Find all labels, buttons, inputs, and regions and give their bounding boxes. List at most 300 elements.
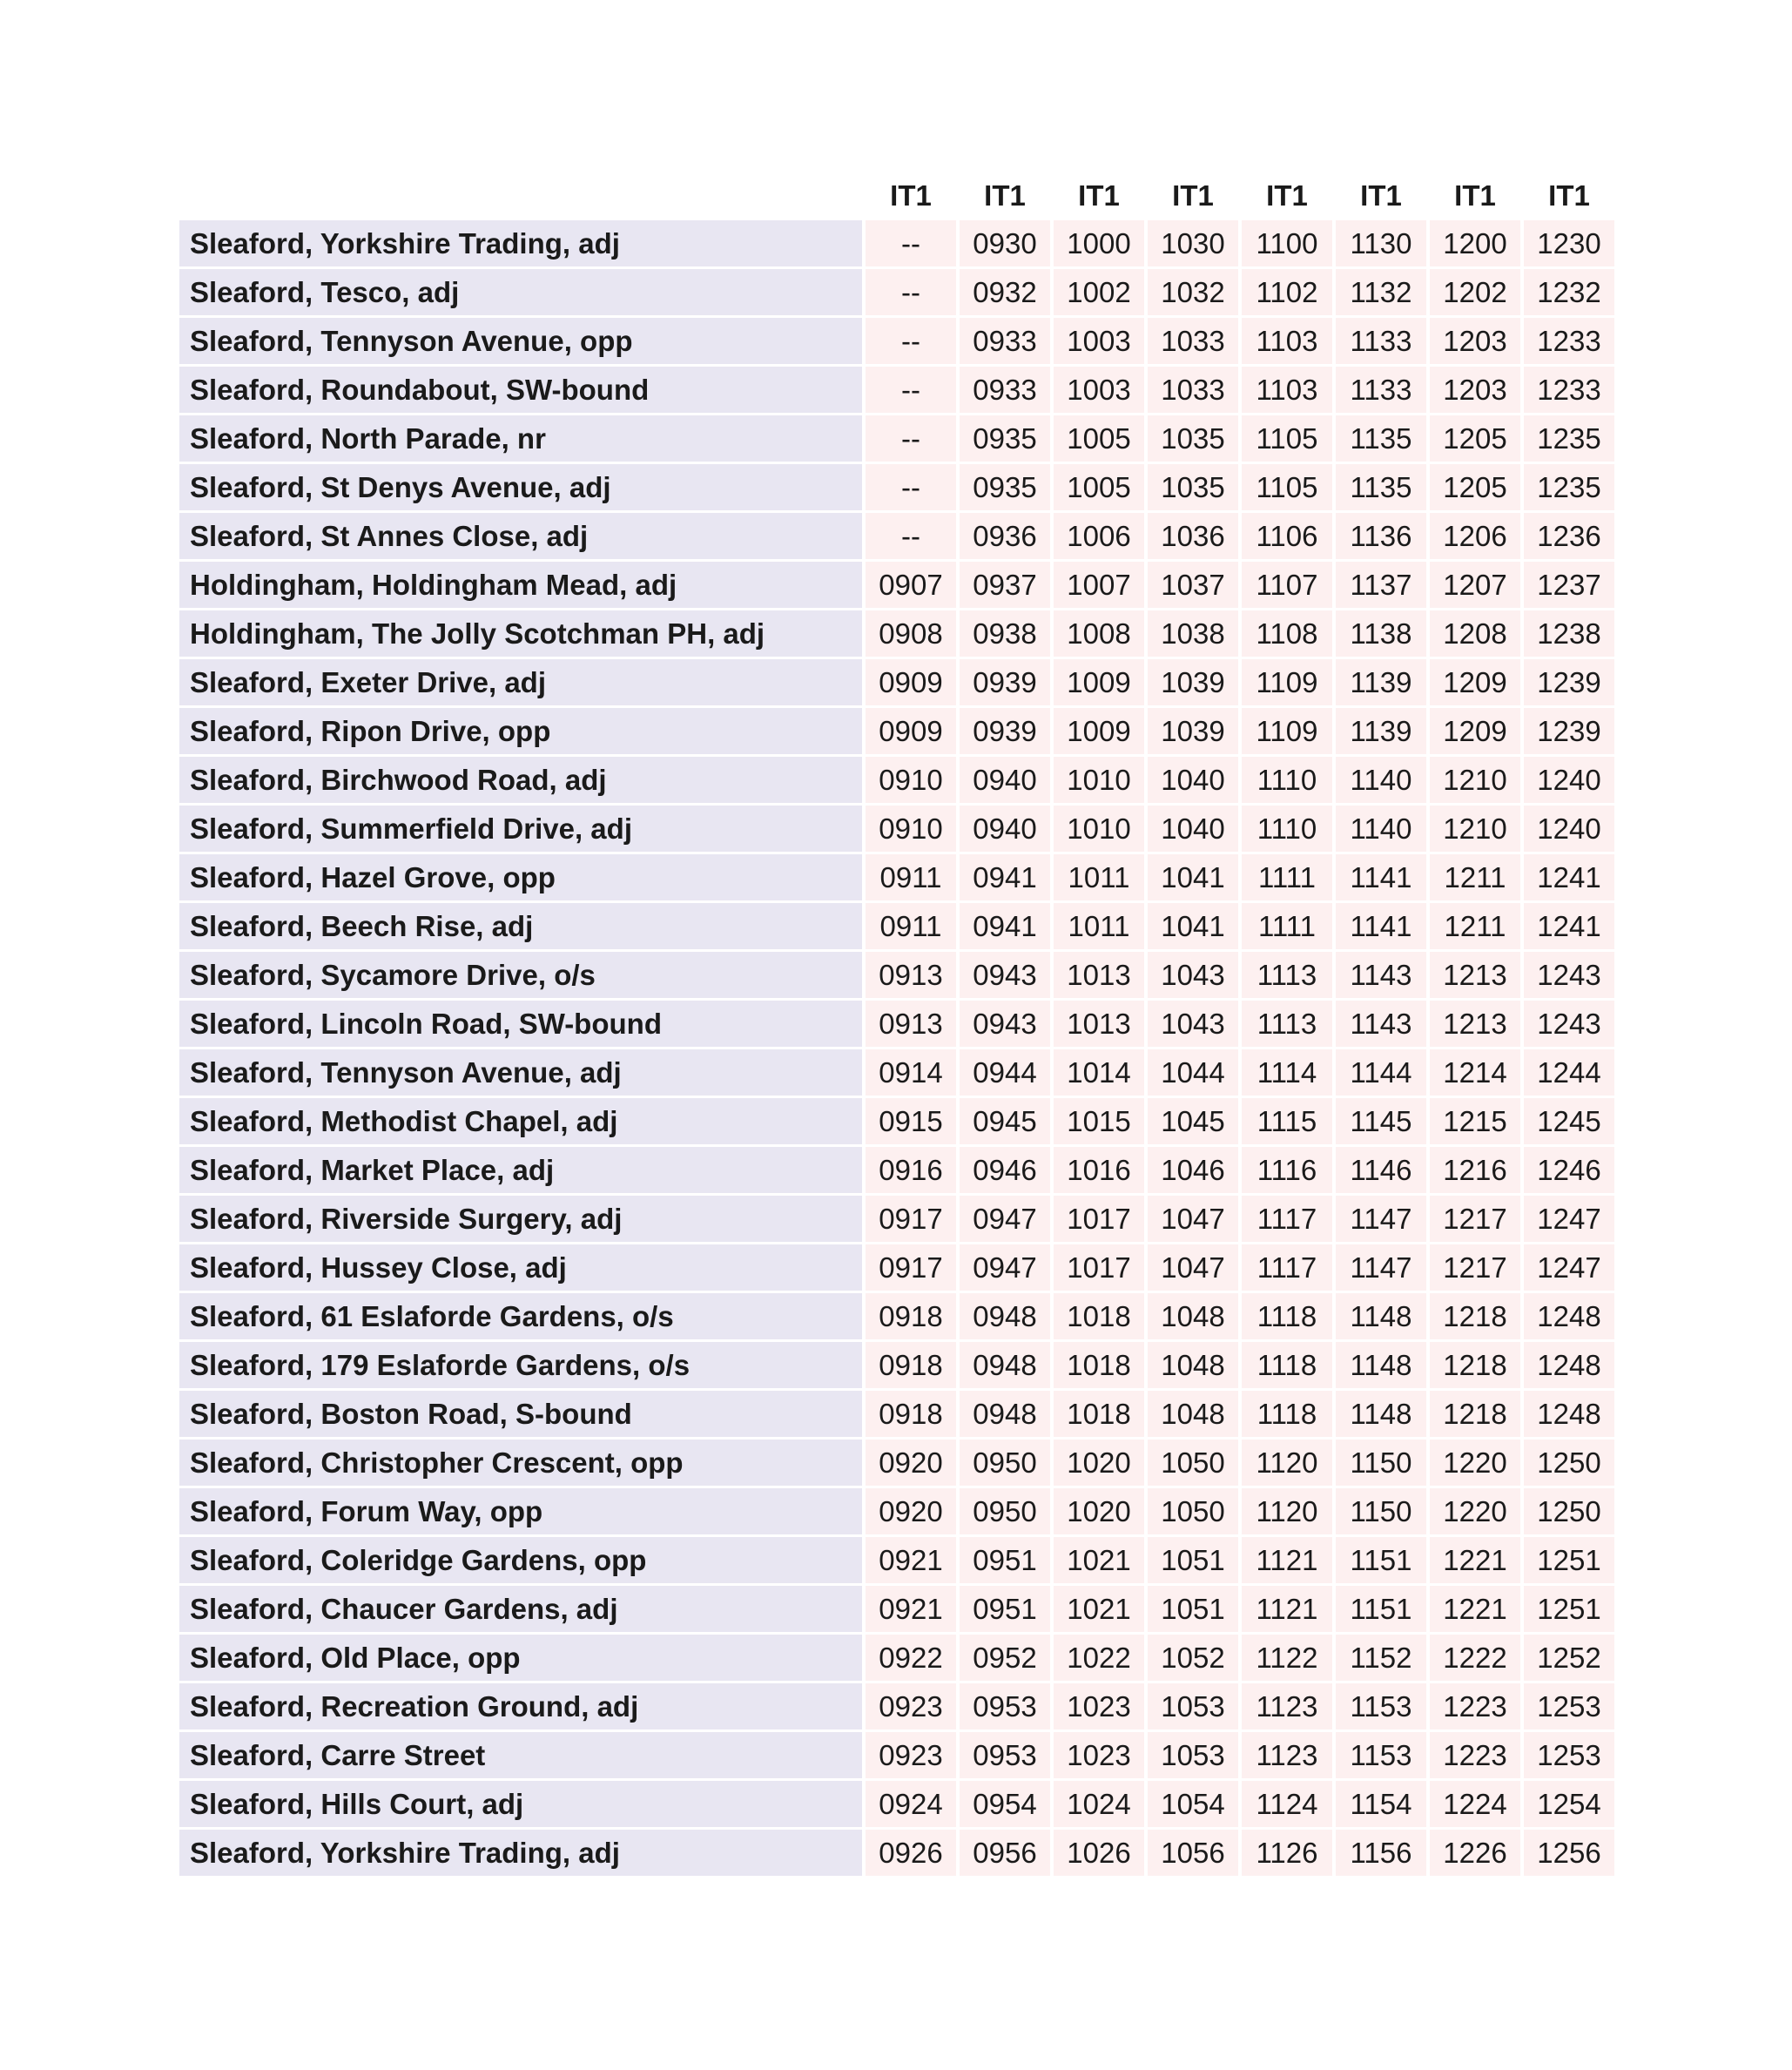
departure-time: 1010	[1054, 757, 1144, 803]
departure-time: 1214	[1430, 1049, 1520, 1096]
departure-time: 0915	[866, 1098, 956, 1144]
departure-time: 0938	[960, 610, 1050, 657]
departure-time: 1036	[1148, 513, 1238, 559]
stop-name: Sleaford, Coleridge Gardens, opp	[179, 1537, 862, 1583]
departure-time: 1020	[1054, 1440, 1144, 1486]
departure-time: 1021	[1054, 1586, 1144, 1632]
departure-time: 0924	[866, 1781, 956, 1827]
departure-time: 1126	[1242, 1830, 1332, 1876]
table-row	[179, 952, 1614, 998]
departure-time: 0948	[960, 1342, 1050, 1388]
table-row	[179, 367, 1614, 413]
departure-time: 0923	[866, 1732, 956, 1778]
departure-time: 0917	[866, 1196, 956, 1242]
departure-time: 1233	[1524, 318, 1614, 364]
departure-time: 0933	[960, 318, 1050, 364]
departure-time: 0911	[866, 903, 956, 949]
departure-time: 1013	[1054, 1001, 1144, 1047]
departure-time: 1105	[1242, 415, 1332, 462]
stop-name: Sleaford, Roundabout, SW-bound	[179, 367, 862, 413]
departure-time: 1118	[1242, 1342, 1332, 1388]
departure-time: 1213	[1430, 952, 1520, 998]
departure-time: 1146	[1336, 1147, 1426, 1193]
departure-time: 1143	[1336, 1001, 1426, 1047]
departure-time: 1217	[1430, 1244, 1520, 1291]
departure-time: 1020	[1054, 1488, 1144, 1534]
stop-name: Sleaford, St Annes Close, adj	[179, 513, 862, 559]
departure-time: 1139	[1336, 659, 1426, 705]
departure-time: 1023	[1054, 1683, 1144, 1729]
departure-time: 1040	[1148, 806, 1238, 852]
departure-time: 0935	[960, 415, 1050, 462]
departure-time: 0952	[960, 1635, 1050, 1681]
table-row	[179, 1098, 1614, 1144]
departure-time: 0920	[866, 1440, 956, 1486]
departure-time: 0945	[960, 1098, 1050, 1144]
departure-time: 1015	[1054, 1098, 1144, 1144]
departure-time: 1154	[1336, 1781, 1426, 1827]
departure-time: 1000	[1054, 220, 1144, 266]
departure-time: --	[866, 415, 956, 462]
table-row	[179, 220, 1614, 266]
departure-time: 1140	[1336, 757, 1426, 803]
departure-time: 1038	[1148, 610, 1238, 657]
timetable-header	[179, 174, 1614, 218]
departure-time: 1220	[1430, 1440, 1520, 1486]
departure-time: 1048	[1148, 1342, 1238, 1388]
departure-time: 1240	[1524, 757, 1614, 803]
departure-time: 1107	[1242, 562, 1332, 608]
departure-time: 1222	[1430, 1635, 1520, 1681]
departure-time: 1047	[1148, 1244, 1238, 1291]
stop-name: Holdingham, Holdingham Mead, adj	[179, 562, 862, 608]
stop-name: Sleaford, Yorkshire Trading, adj	[179, 1830, 862, 1876]
departure-time: 1051	[1148, 1586, 1238, 1632]
departure-time: 0918	[866, 1293, 956, 1339]
departure-time: 1210	[1430, 757, 1520, 803]
departure-time: 1032	[1148, 269, 1238, 315]
departure-time: 1200	[1430, 220, 1520, 266]
departure-time: 1009	[1054, 659, 1144, 705]
departure-time: 0909	[866, 708, 956, 754]
departure-time: 1133	[1336, 367, 1426, 413]
service-header: IT1	[984, 179, 1026, 212]
departure-time: 1207	[1430, 562, 1520, 608]
departure-time: 0909	[866, 659, 956, 705]
table-row	[179, 1586, 1614, 1632]
departure-time: 0953	[960, 1732, 1050, 1778]
departure-time: 1148	[1336, 1293, 1426, 1339]
departure-time: --	[866, 269, 956, 315]
departure-time: 1021	[1054, 1537, 1144, 1583]
departure-time: 0941	[960, 903, 1050, 949]
stop-name: Sleaford, Christopher Crescent, opp	[179, 1440, 862, 1486]
departure-time: 0917	[866, 1244, 956, 1291]
departure-time: 1233	[1524, 367, 1614, 413]
departure-time: 1117	[1242, 1244, 1332, 1291]
departure-time: 1003	[1054, 367, 1144, 413]
departure-time: 1017	[1054, 1196, 1144, 1242]
departure-time: 1006	[1054, 513, 1144, 559]
departure-time: --	[866, 513, 956, 559]
stop-name: Sleaford, Tennyson Avenue, adj	[179, 1049, 862, 1096]
departure-time: 1251	[1524, 1586, 1614, 1632]
table-row	[179, 1781, 1614, 1827]
departure-time: 1213	[1430, 1001, 1520, 1047]
departure-time: 0946	[960, 1147, 1050, 1193]
table-row	[179, 1732, 1614, 1778]
departure-time: 1226	[1430, 1830, 1520, 1876]
departure-time: 1130	[1336, 220, 1426, 266]
departure-time: 1211	[1430, 903, 1520, 949]
departure-time: 1024	[1054, 1781, 1144, 1827]
departure-time: 1005	[1054, 415, 1144, 462]
departure-time: 1253	[1524, 1683, 1614, 1729]
departure-time: 1153	[1336, 1683, 1426, 1729]
departure-time: 0921	[866, 1586, 956, 1632]
departure-time: 1137	[1336, 562, 1426, 608]
departure-time: 1237	[1524, 562, 1614, 608]
departure-time: --	[866, 318, 956, 364]
departure-time: 1114	[1242, 1049, 1332, 1096]
departure-time: 1044	[1148, 1049, 1238, 1096]
departure-time: 0935	[960, 464, 1050, 510]
departure-time: 1246	[1524, 1147, 1614, 1193]
departure-time: 0950	[960, 1440, 1050, 1486]
departure-time: 1105	[1242, 464, 1332, 510]
stop-name: Sleaford, Riverside Surgery, adj	[179, 1196, 862, 1242]
departure-time: 0953	[960, 1683, 1050, 1729]
stop-column-header	[179, 174, 862, 218]
departure-time: 1046	[1148, 1147, 1238, 1193]
table-row	[179, 1683, 1614, 1729]
departure-time: 1043	[1148, 1001, 1238, 1047]
departure-time: 1135	[1336, 415, 1426, 462]
departure-time: 0923	[866, 1683, 956, 1729]
departure-time: 1250	[1524, 1440, 1614, 1486]
departure-time: 1202	[1430, 269, 1520, 315]
departure-time: 0937	[960, 562, 1050, 608]
table-row	[179, 708, 1614, 754]
departure-time: 1218	[1430, 1391, 1520, 1437]
departure-time: 1238	[1524, 610, 1614, 657]
departure-time: 1109	[1242, 708, 1332, 754]
departure-time: 1051	[1148, 1537, 1238, 1583]
stop-name: Sleaford, Tesco, adj	[179, 269, 862, 315]
stop-name: Sleaford, Lincoln Road, SW-bound	[179, 1001, 862, 1047]
service-header: IT1	[1360, 179, 1402, 212]
departure-time: 0951	[960, 1537, 1050, 1583]
departure-time: 1039	[1148, 659, 1238, 705]
departure-time: 1023	[1054, 1732, 1144, 1778]
departure-time: 1118	[1242, 1391, 1332, 1437]
service-header: IT1	[890, 179, 932, 212]
departure-time: 0941	[960, 854, 1050, 900]
departure-time: 1209	[1430, 659, 1520, 705]
departure-time: 1103	[1242, 318, 1332, 364]
table-row	[179, 464, 1614, 510]
departure-time: 0910	[866, 806, 956, 852]
table-row	[179, 415, 1614, 462]
table-row	[179, 318, 1614, 364]
departure-time: 1056	[1148, 1830, 1238, 1876]
departure-time: 1232	[1524, 269, 1614, 315]
departure-time: --	[866, 220, 956, 266]
departure-time: 1109	[1242, 659, 1332, 705]
stop-name: Sleaford, Methodist Chapel, adj	[179, 1098, 862, 1144]
stop-name: Sleaford, Carre Street	[179, 1732, 862, 1778]
departure-time: 1103	[1242, 367, 1332, 413]
departure-time: 1033	[1148, 318, 1238, 364]
timetable-body	[179, 220, 1614, 1876]
departure-time: 1111	[1242, 903, 1332, 949]
departure-time: 1244	[1524, 1049, 1614, 1096]
departure-time: 1037	[1148, 562, 1238, 608]
departure-time: 1148	[1336, 1342, 1426, 1388]
departure-time: 0913	[866, 952, 956, 998]
stop-name: Sleaford, Chaucer Gardens, adj	[179, 1586, 862, 1632]
departure-time: 1143	[1336, 952, 1426, 998]
departure-time: 1254	[1524, 1781, 1614, 1827]
stop-name: Sleaford, Boston Road, S-bound	[179, 1391, 862, 1437]
header-row	[179, 174, 1614, 218]
stop-name: Sleaford, St Denys Avenue, adj	[179, 464, 862, 510]
departure-time: 1245	[1524, 1098, 1614, 1144]
departure-time: 1240	[1524, 806, 1614, 852]
departure-time: 1116	[1242, 1147, 1332, 1193]
departure-time: 1113	[1242, 952, 1332, 998]
service-header: IT1	[1078, 179, 1120, 212]
departure-time: 1241	[1524, 854, 1614, 900]
departure-time: 1007	[1054, 562, 1144, 608]
departure-time: 1138	[1336, 610, 1426, 657]
departure-time: 1110	[1242, 806, 1332, 852]
table-row	[179, 1147, 1614, 1193]
table-row	[179, 1391, 1614, 1437]
departure-time: 0951	[960, 1586, 1050, 1632]
departure-time: 0908	[866, 610, 956, 657]
stop-name: Sleaford, 61 Eslaforde Gardens, o/s	[179, 1293, 862, 1339]
departure-time: 1221	[1430, 1537, 1520, 1583]
departure-time: 1115	[1242, 1098, 1332, 1144]
departure-time: 1141	[1336, 854, 1426, 900]
departure-time: 1050	[1148, 1440, 1238, 1486]
departure-time: 0954	[960, 1781, 1050, 1827]
departure-time: 1113	[1242, 1001, 1332, 1047]
departure-time: 1152	[1336, 1635, 1426, 1681]
departure-time: 1230	[1524, 220, 1614, 266]
departure-time: 0913	[866, 1001, 956, 1047]
departure-time: 1135	[1336, 464, 1426, 510]
departure-time: 0910	[866, 757, 956, 803]
table-row	[179, 1049, 1614, 1096]
departure-time: 1235	[1524, 415, 1614, 462]
departure-time: --	[866, 367, 956, 413]
departure-time: 1010	[1054, 806, 1144, 852]
departure-time: 1048	[1148, 1391, 1238, 1437]
departure-time: 1216	[1430, 1147, 1520, 1193]
departure-time: 1140	[1336, 806, 1426, 852]
stop-name: Sleaford, Ripon Drive, opp	[179, 708, 862, 754]
departure-time: 1150	[1336, 1440, 1426, 1486]
table-row	[179, 903, 1614, 949]
departure-time: 1248	[1524, 1391, 1614, 1437]
departure-time: 1110	[1242, 757, 1332, 803]
departure-time: 1236	[1524, 513, 1614, 559]
departure-time: 1132	[1336, 269, 1426, 315]
stop-name: Sleaford, Market Place, adj	[179, 1147, 862, 1193]
stop-name: Sleaford, Recreation Ground, adj	[179, 1683, 862, 1729]
stop-name: Sleaford, Hazel Grove, opp	[179, 854, 862, 900]
table-row	[179, 1244, 1614, 1291]
departure-time: 1223	[1430, 1683, 1520, 1729]
departure-time: 1239	[1524, 708, 1614, 754]
departure-time: 1218	[1430, 1342, 1520, 1388]
departure-time: 1151	[1336, 1537, 1426, 1583]
departure-time: 1121	[1242, 1586, 1332, 1632]
departure-time: 1224	[1430, 1781, 1520, 1827]
departure-time: --	[866, 464, 956, 510]
departure-time: 1221	[1430, 1586, 1520, 1632]
departure-time: 0916	[866, 1147, 956, 1193]
departure-time: 1252	[1524, 1635, 1614, 1681]
departure-time: 1039	[1148, 708, 1238, 754]
departure-time: 1123	[1242, 1683, 1332, 1729]
departure-time: 1248	[1524, 1293, 1614, 1339]
departure-time: 1122	[1242, 1635, 1332, 1681]
departure-time: 1256	[1524, 1830, 1614, 1876]
departure-time: 1048	[1148, 1293, 1238, 1339]
departure-time: 1223	[1430, 1732, 1520, 1778]
departure-time: 0936	[960, 513, 1050, 559]
departure-time: 1141	[1336, 903, 1426, 949]
departure-time: 0914	[866, 1049, 956, 1096]
departure-time: 0921	[866, 1537, 956, 1583]
table-row	[179, 1342, 1614, 1388]
departure-time: 1009	[1054, 708, 1144, 754]
table-row	[179, 1196, 1614, 1242]
departure-time: 0907	[866, 562, 956, 608]
stop-name: Holdingham, The Jolly Scotchman PH, adj	[179, 610, 862, 657]
departure-time: 0922	[866, 1635, 956, 1681]
departure-time: 1247	[1524, 1196, 1614, 1242]
departure-time: 0918	[866, 1391, 956, 1437]
departure-time: 1002	[1054, 269, 1144, 315]
table-row	[179, 854, 1614, 900]
departure-time: 1145	[1336, 1098, 1426, 1144]
departure-time: 0940	[960, 757, 1050, 803]
departure-time: 1035	[1148, 464, 1238, 510]
departure-time: 0950	[960, 1488, 1050, 1534]
departure-time: 1123	[1242, 1732, 1332, 1778]
table-row	[179, 1001, 1614, 1047]
departure-time: 1018	[1054, 1391, 1144, 1437]
departure-time: 1022	[1054, 1635, 1144, 1681]
service-header: IT1	[1548, 179, 1590, 212]
stop-name: Sleaford, Hussey Close, adj	[179, 1244, 862, 1291]
departure-time: 0930	[960, 220, 1050, 266]
departure-time: 1205	[1430, 415, 1520, 462]
departure-time: 1108	[1242, 610, 1332, 657]
stop-name: Sleaford, Yorkshire Trading, adj	[179, 220, 862, 266]
stop-name: Sleaford, Beech Rise, adj	[179, 903, 862, 949]
departure-time: 0939	[960, 708, 1050, 754]
departure-time: 0926	[866, 1830, 956, 1876]
departure-time: 1100	[1242, 220, 1332, 266]
table-row	[179, 1537, 1614, 1583]
departure-time: 1052	[1148, 1635, 1238, 1681]
departure-time: 1011	[1054, 903, 1144, 949]
departure-time: 0944	[960, 1049, 1050, 1096]
departure-time: 1017	[1054, 1244, 1144, 1291]
table-row	[179, 757, 1614, 803]
departure-time: 1120	[1242, 1488, 1332, 1534]
departure-time: 1053	[1148, 1683, 1238, 1729]
departure-time: 1153	[1336, 1732, 1426, 1778]
departure-time: 0920	[866, 1488, 956, 1534]
departure-time: 1241	[1524, 903, 1614, 949]
service-header: IT1	[1454, 179, 1496, 212]
table-row	[179, 610, 1614, 657]
departure-time: 1243	[1524, 1001, 1614, 1047]
departure-time: 1121	[1242, 1537, 1332, 1583]
stop-name: Sleaford, Old Place, opp	[179, 1635, 862, 1681]
departure-time: 1243	[1524, 952, 1614, 998]
departure-time: 1208	[1430, 610, 1520, 657]
table-row	[179, 1830, 1614, 1876]
departure-time: 0956	[960, 1830, 1050, 1876]
table-row	[179, 1635, 1614, 1681]
departure-time: 0918	[866, 1342, 956, 1388]
departure-time: 1124	[1242, 1781, 1332, 1827]
departure-time: 0948	[960, 1391, 1050, 1437]
departure-time: 1251	[1524, 1537, 1614, 1583]
departure-time: 1247	[1524, 1244, 1614, 1291]
departure-time: 1151	[1336, 1586, 1426, 1632]
departure-time: 1218	[1430, 1293, 1520, 1339]
departure-time: 1144	[1336, 1049, 1426, 1096]
departure-time: 1211	[1430, 854, 1520, 900]
departure-time: 1117	[1242, 1196, 1332, 1242]
departure-time: 1215	[1430, 1098, 1520, 1144]
departure-time: 1013	[1054, 952, 1144, 998]
departure-time: 0911	[866, 854, 956, 900]
departure-time: 1054	[1148, 1781, 1238, 1827]
departure-time: 1156	[1336, 1830, 1426, 1876]
departure-time: 1147	[1336, 1196, 1426, 1242]
timetable	[176, 172, 1618, 1878]
departure-time: 0943	[960, 1001, 1050, 1047]
departure-time: 1133	[1336, 318, 1426, 364]
departure-time: 1120	[1242, 1440, 1332, 1486]
departure-time: 1050	[1148, 1488, 1238, 1534]
departure-time: 1047	[1148, 1196, 1238, 1242]
departure-time: 1106	[1242, 513, 1332, 559]
stop-name: Sleaford, Birchwood Road, adj	[179, 757, 862, 803]
stop-name: Sleaford, Tennyson Avenue, opp	[179, 318, 862, 364]
departure-time: 1026	[1054, 1830, 1144, 1876]
table-row	[179, 1440, 1614, 1486]
departure-time: 1139	[1336, 708, 1426, 754]
departure-time: 1003	[1054, 318, 1144, 364]
departure-time: 0948	[960, 1293, 1050, 1339]
stop-name: Sleaford, 179 Eslaforde Gardens, o/s	[179, 1342, 862, 1388]
departure-time: 1206	[1430, 513, 1520, 559]
departure-time: 0932	[960, 269, 1050, 315]
departure-time: 1248	[1524, 1342, 1614, 1388]
departure-time: 1118	[1242, 1293, 1332, 1339]
table-row	[179, 513, 1614, 559]
